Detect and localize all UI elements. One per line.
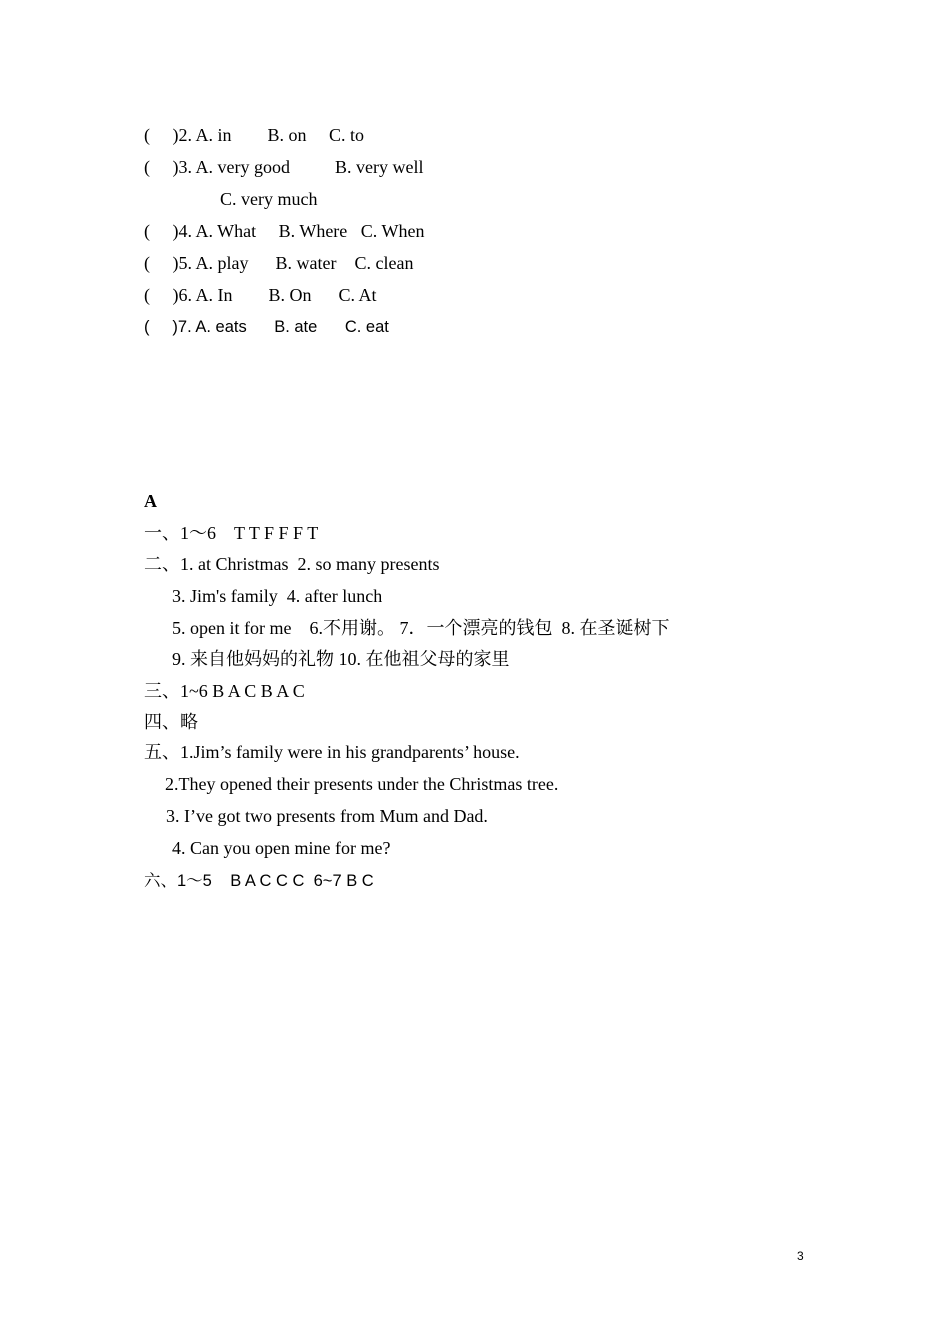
choice-line-2: ( )2. A. in B. on C. to <box>144 125 365 145</box>
answer-section-5-line-4: 4. Can you open mine for me? <box>172 838 391 858</box>
answer-section-5: 五、1.Jim’s family were in his grandparents’ house. <box>144 742 520 762</box>
answer-section-4: 四、略 <box>144 712 198 732</box>
choice-line-3-continued: C. very much <box>220 189 318 209</box>
answer-section-2-line-2: 3. Jim's family 4. after lunch <box>172 586 383 606</box>
answer-section-5-line-2: 2.They opened their presents under the Christmas tree. <box>165 774 559 794</box>
choice-line-5: ( )5. A. play B. water C. clean <box>144 253 414 273</box>
answer-section-3: 三、1~6 B A C B A C <box>144 681 305 701</box>
answer-section-2-line-4: 9. 来自他妈妈的礼物 10. 在他祖父母的家里 <box>172 649 510 669</box>
answer-section-5-line-3: 3. I’ve got two presents from Mum and Dad. <box>166 806 488 826</box>
page-number: 3 <box>797 1249 804 1263</box>
answer-section-2-line-3: 5. open it for me 6.不用谢。 7．一个漂亮的钱包 8. 在圣诞树下 <box>172 618 670 638</box>
answer-section-2: 二、1. at Christmas 2. so many presents <box>144 554 440 574</box>
answer-section-6: 六、1～5 B A C C C 6~7 B C <box>144 872 374 890</box>
choice-line-4: ( )4. A. What B. Where C. When <box>144 221 425 241</box>
choice-line-6: ( )6. A. In B. On C. At <box>144 285 377 305</box>
choice-line-3: ( )3. A. very good B. very well <box>144 157 424 177</box>
choice-line-7: ( )7. A. eats B. ate C. eat <box>144 318 389 336</box>
answers-heading: A <box>144 491 157 511</box>
answer-section-1: 一、1～6 T T F F F T <box>144 523 319 543</box>
